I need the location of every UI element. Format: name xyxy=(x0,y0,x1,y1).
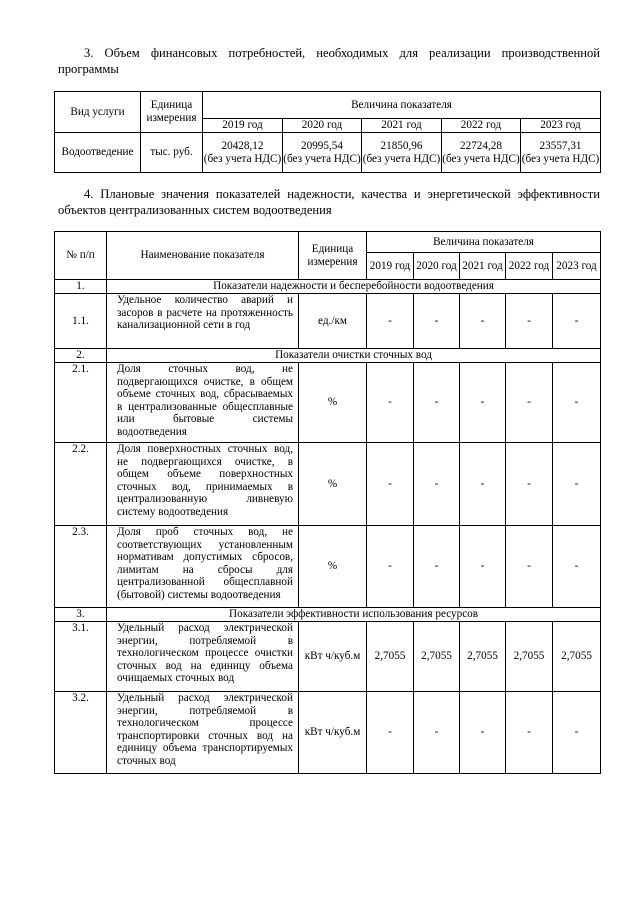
indicator-unit: ед./км xyxy=(299,294,367,349)
amount-cell: 22724,28 (без учета НДС) xyxy=(442,133,521,173)
amount-cell: 20995,54 (без учета НДС) xyxy=(283,133,362,173)
value-cell: - xyxy=(367,526,414,608)
section-4-number: 4. xyxy=(84,187,94,201)
indicators-table xyxy=(54,231,601,774)
row-num: 2.3. xyxy=(55,526,107,608)
value-cell: - xyxy=(367,294,414,349)
indicator-name: Доля поверхностных сточных вод, не подвергающихся очистке, в общем объеме поверхностных сточных вод, принимаемых в централизованную ливневую систему водоотведения xyxy=(107,443,299,526)
row-num: 1.1. xyxy=(55,294,107,349)
value-cell: - xyxy=(553,692,601,774)
amount-cell: 21850,96 (без учета НДС) xyxy=(362,133,442,173)
value-cell: - xyxy=(414,363,460,443)
indicator-name: Удельное количество аварий и засоров в расчете на протяженность канализационной сети в год xyxy=(107,294,299,349)
amount-cell: 20428,12 (без учета НДС) xyxy=(203,133,283,173)
value-cell: - xyxy=(553,443,601,526)
value-cell: - xyxy=(414,294,460,349)
year-header: 2021 год xyxy=(460,253,506,280)
year-header: 2019 год xyxy=(203,119,283,133)
header-unit: Единица измерения xyxy=(141,92,203,133)
group-title: Показатели эффективности использования ресурсов xyxy=(107,608,601,622)
amount-cell: 23557,31 (без учета НДС) xyxy=(521,133,601,173)
section-4-title: Плановые значения показателей надежности, качества и энергетической эффективности объектов централизованных систем водоотведения xyxy=(58,187,600,217)
year-header: 2020 год xyxy=(283,119,362,133)
indicator-name: Доля проб сточных вод, не соответствующих установленным нормативам допустимых сбросов, лимитам на сбросы для централизованной общесплавной (бытовой) системы водоотведения xyxy=(107,526,299,608)
value-cell: - xyxy=(460,294,506,349)
value-cell: - xyxy=(553,294,601,349)
header-num: № п/п xyxy=(55,232,107,280)
value-cell: - xyxy=(506,363,553,443)
header-value: Величина показателя xyxy=(203,92,601,119)
value-cell: - xyxy=(367,443,414,526)
row-num: 2.1. xyxy=(55,363,107,443)
year-header: 2019 год xyxy=(367,253,414,280)
value-cell: - xyxy=(506,692,553,774)
group-num: 2. xyxy=(55,349,107,363)
header-unit: Единица измерения xyxy=(299,232,367,280)
header-service: Вид услуги xyxy=(55,92,141,133)
value-cell: - xyxy=(553,526,601,608)
section-3-heading xyxy=(58,45,600,77)
indicator-unit: % xyxy=(299,363,367,443)
financial-needs-table xyxy=(54,91,601,173)
value-cell: - xyxy=(460,363,506,443)
indicator-unit: кВт ч/куб.м xyxy=(299,622,367,692)
service-name: Водоотведение xyxy=(55,133,141,173)
value-cell: - xyxy=(506,294,553,349)
row-num: 3.1. xyxy=(55,622,107,692)
year-header: 2023 год xyxy=(521,119,601,133)
value-cell: - xyxy=(414,526,460,608)
year-header: 2020 год xyxy=(414,253,460,280)
section-3-number: 3. xyxy=(84,46,94,60)
service-unit: тыс. руб. xyxy=(141,133,203,173)
year-header: 2022 год xyxy=(506,253,553,280)
header-value: Величина показателя xyxy=(367,232,601,253)
value-cell: 2,7055 xyxy=(367,622,414,692)
group-num: 1. xyxy=(55,280,107,294)
group-title: Показатели надежности и бесперебойности водоотведения xyxy=(107,280,601,294)
value-cell: - xyxy=(460,692,506,774)
year-header: 2021 год xyxy=(362,119,442,133)
group-title: Показатели очистки сточных вод xyxy=(107,349,601,363)
header-name: Наименование показателя xyxy=(107,232,299,280)
indicator-name: Удельный расход электрической энергии, потребляемой в технологическом процессе очистки сточных вод на единицу объема очищаемых сточных вод xyxy=(107,622,299,692)
value-cell: 2,7055 xyxy=(553,622,601,692)
indicator-unit: % xyxy=(299,526,367,608)
value-cell: - xyxy=(506,443,553,526)
indicator-name: Удельный расход электрической энергии, потребляемой в технологическом процессе транспортировки сточных вод на единицу объема транспортируемых сточных вод xyxy=(107,692,299,774)
value-cell: - xyxy=(414,692,460,774)
section-3-title: Объем финансовых потребностей, необходимых для реализации производственной программы xyxy=(58,46,600,76)
year-header: 2023 год xyxy=(553,253,601,280)
indicator-unit: кВт ч/куб.м xyxy=(299,692,367,774)
value-cell: - xyxy=(460,443,506,526)
value-cell: 2,7055 xyxy=(460,622,506,692)
group-num: 3. xyxy=(55,608,107,622)
row-num: 2.2. xyxy=(55,443,107,526)
section-4-heading xyxy=(58,186,600,218)
value-cell: - xyxy=(460,526,506,608)
value-cell: - xyxy=(367,363,414,443)
year-header: 2022 год xyxy=(442,119,521,133)
value-cell: - xyxy=(553,363,601,443)
indicator-unit: % xyxy=(299,443,367,526)
indicator-name: Доля сточных вод, не подвергающихся очистке, в общем объеме сточных вод, сбрасываемых в централизованные общесплавные или бытовые системы водоотведения xyxy=(107,363,299,443)
value-cell: - xyxy=(414,443,460,526)
value-cell: 2,7055 xyxy=(506,622,553,692)
value-cell: 2,7055 xyxy=(414,622,460,692)
value-cell: - xyxy=(367,692,414,774)
row-num: 3.2. xyxy=(55,692,107,774)
value-cell: - xyxy=(506,526,553,608)
